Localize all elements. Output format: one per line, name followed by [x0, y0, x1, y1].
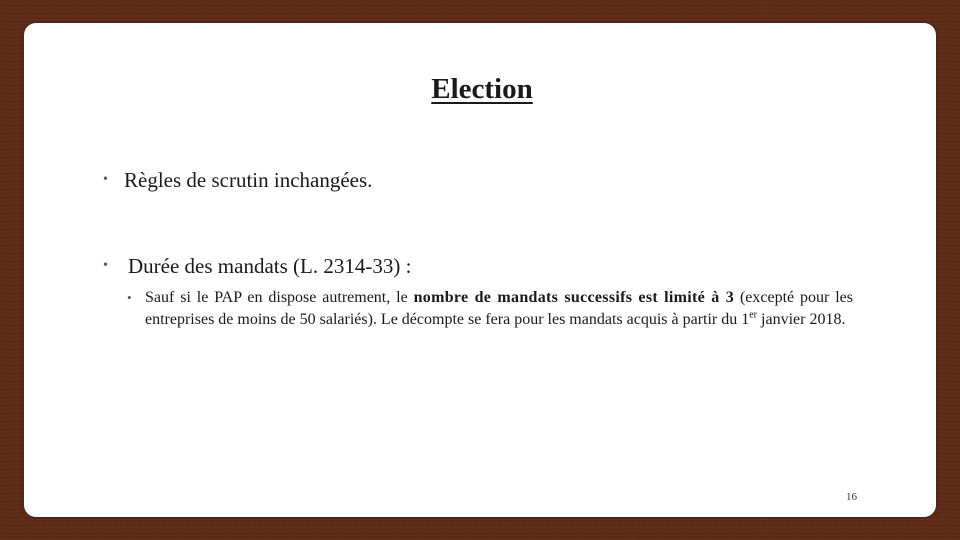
page-number: 16	[846, 491, 857, 503]
sub-bullet-text	[145, 287, 853, 331]
bullet-rules-unchanged	[103, 167, 372, 193]
slide-card	[24, 23, 936, 517]
bullet-text: Règles de scrutin inchangées.	[124, 168, 373, 192]
sub-bullet-icon: •	[127, 290, 132, 305]
bullet-mandate-duration	[103, 253, 411, 279]
slide-title: Election	[431, 73, 533, 105]
sub-bullet-text-part3: janvier 2018.	[757, 311, 846, 328]
bullet-text: Durée des mandats (L. 2314-33) :	[128, 254, 412, 278]
bullet-icon: •	[103, 172, 108, 187]
sub-bullet-text-bold: nombre de mandats successifs est limité à 3	[413, 289, 735, 306]
bullet-icon: •	[103, 258, 108, 273]
sub-bullet-superscript: er	[749, 309, 758, 321]
sub-bullet-text-part2: (excepté pour les entreprises de moins de 50 salariés). Le décompte se fera pour les mandats acquis à partir du 1	[145, 289, 854, 328]
sub-bullet-mandate-limit	[127, 287, 853, 331]
sub-bullet-text-part1: Sauf si le PAP en dispose autrement, le	[145, 289, 414, 306]
